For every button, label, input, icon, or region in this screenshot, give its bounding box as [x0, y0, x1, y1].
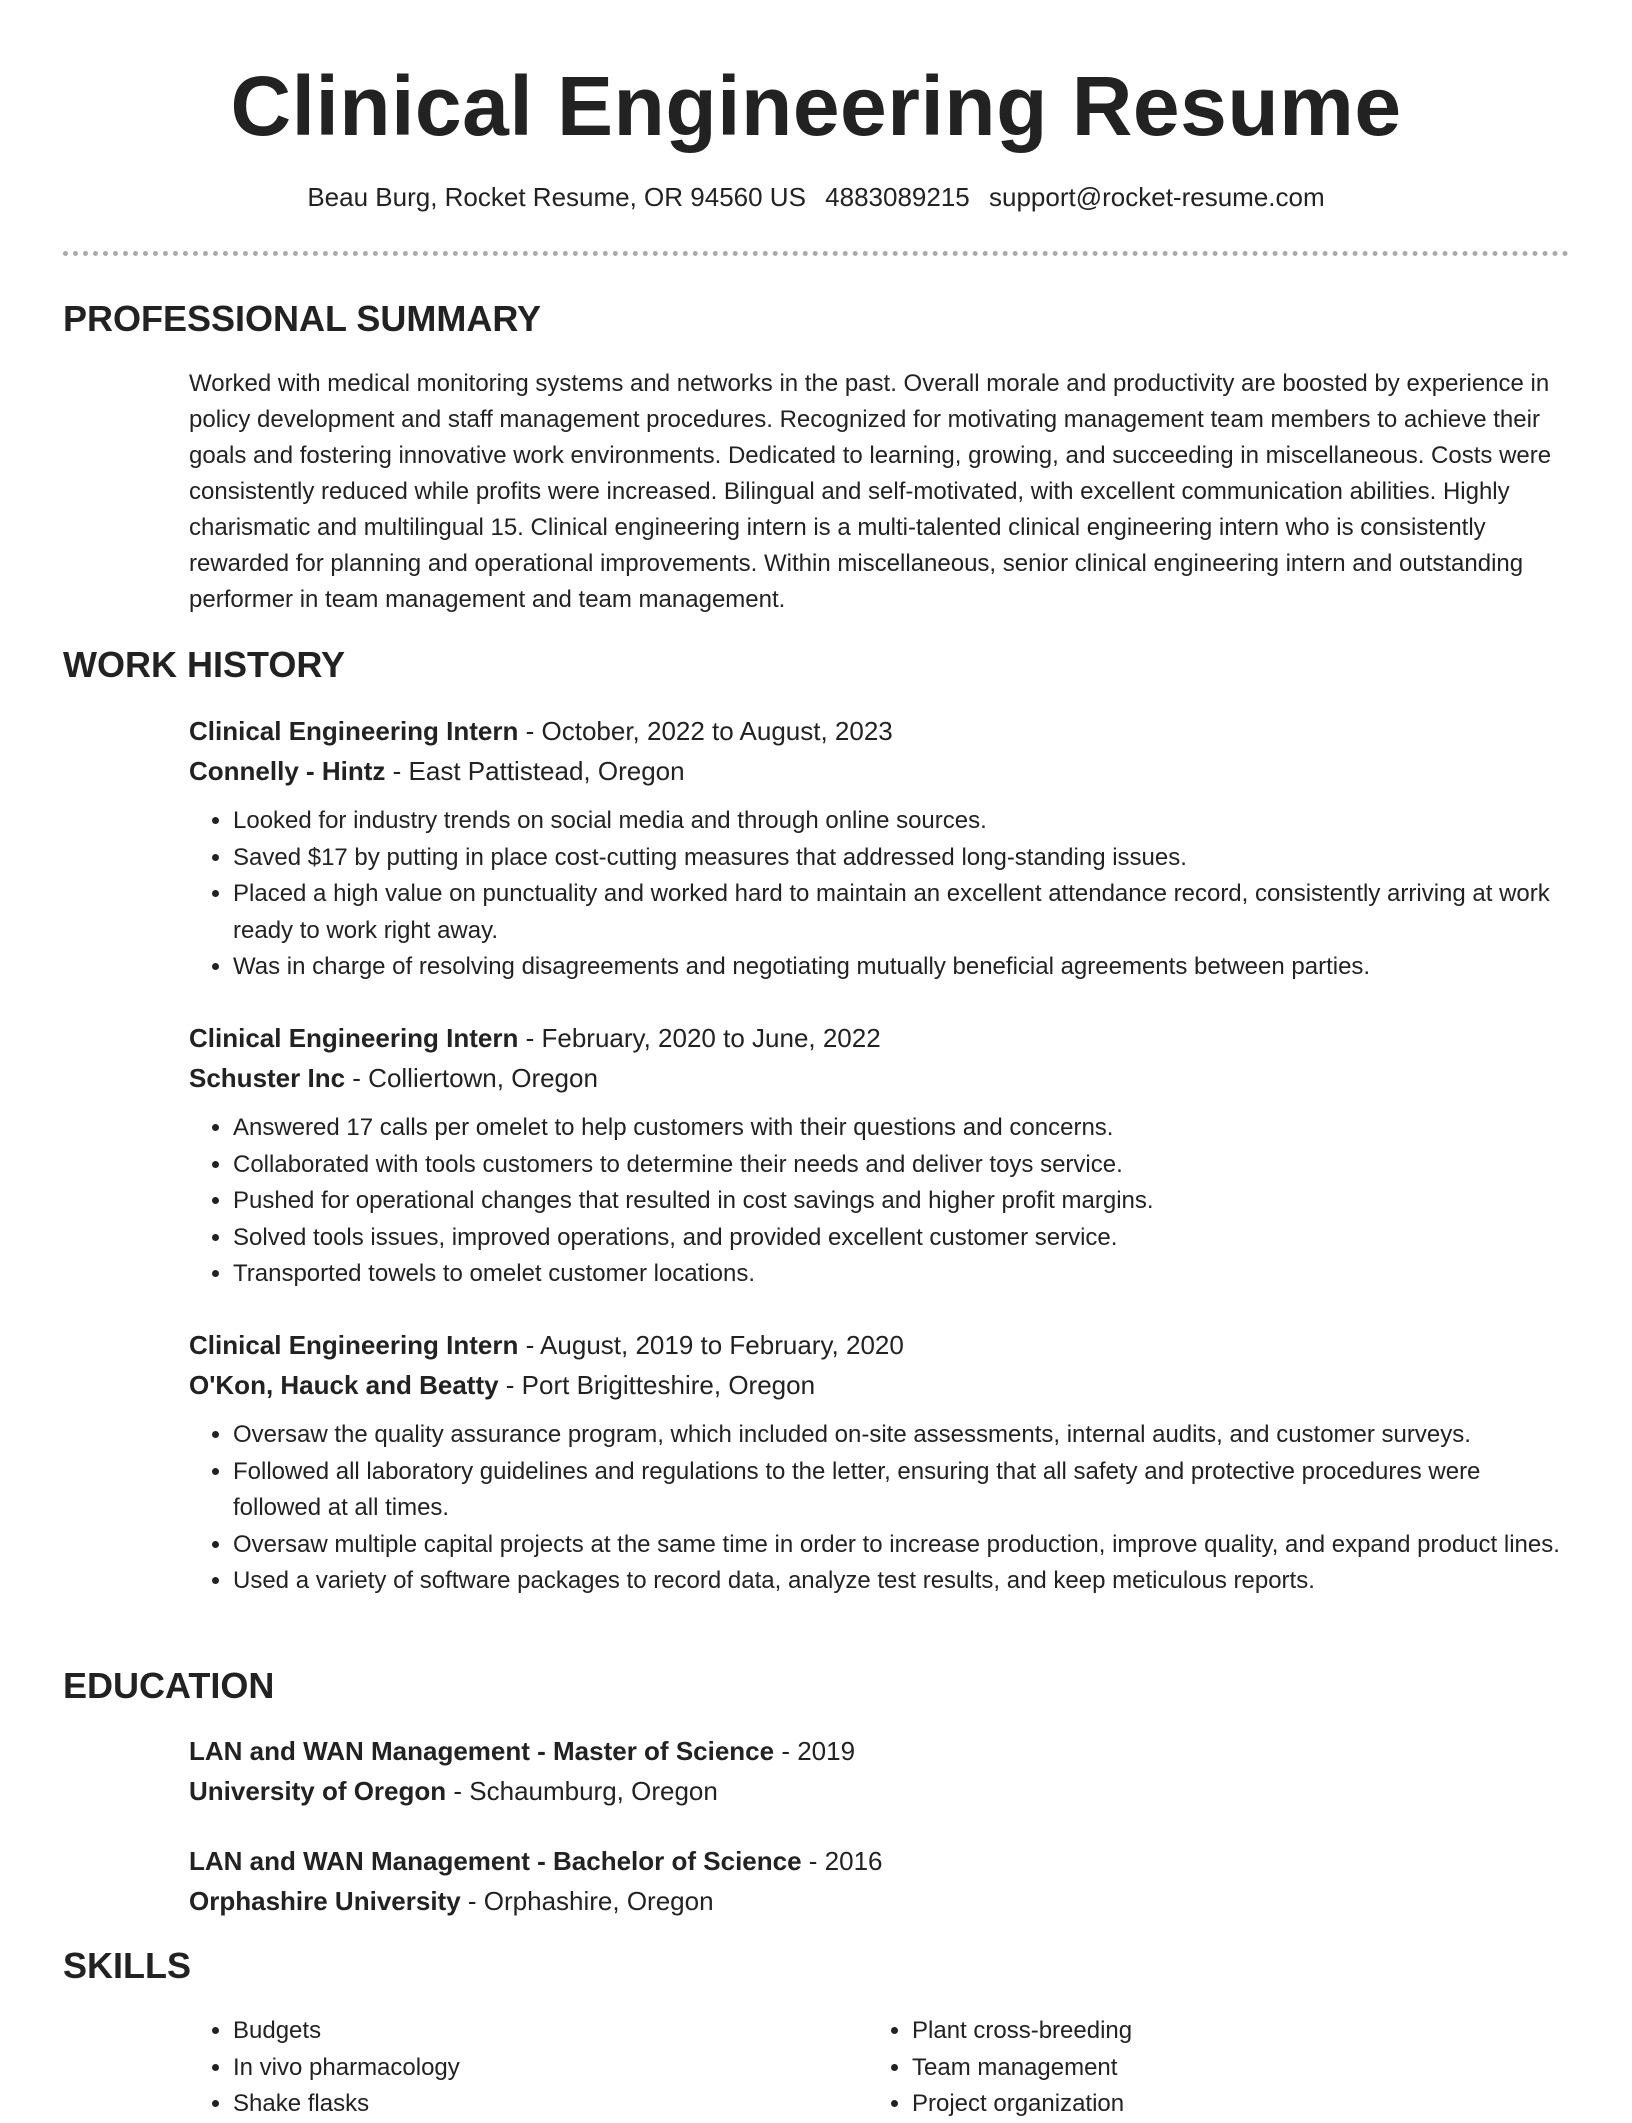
job-title: Clinical Engineering Intern	[189, 1330, 519, 1360]
education-entry	[189, 1841, 1569, 1921]
school: University of Oregon	[189, 1776, 447, 1806]
job-location: - East Pattistead, Oregon	[385, 756, 685, 786]
skill-item: • Project organization	[912, 2086, 1468, 2123]
work-history-heading: WORK HISTORY	[63, 644, 346, 685]
job-entry	[189, 711, 1569, 986]
school: Orphashire University	[189, 1886, 461, 1916]
job-location: - Port Brigitteshire, Oregon	[498, 1370, 816, 1400]
list-item: • Transported towels to omelet customer locations.	[233, 1256, 1569, 1293]
job-entry	[189, 1018, 1569, 1293]
job-title-line	[189, 1325, 1569, 1365]
list-item: • Pushed for operational changes that resulted in cost savings and higher profit margins.	[233, 1183, 1569, 1220]
summary-heading: PROFESSIONAL SUMMARY	[63, 298, 542, 339]
job-company-line	[189, 1058, 1569, 1098]
summary-text: Worked with medical monitoring systems and networks in the past. Overall morale and productivity are boosted by experience in policy development and staff management procedures. Recognized for motivating management team members to achieve their goals and fostering innovative work environments. Dedicated to learning, growing, and succeeding in miscellaneous. Costs were consistently reduced while profits were increased. Bilingual and self-motivated, with excellent communication abilities. Highly charismatic and multilingual 15. Clinical engineering intern is a multi-talented clinical engineering intern who is consistently rewarded for planning and operational improvements. Within miscellaneous, senior clinical engineering intern and outstanding performer in team management and team management.	[189, 370, 1552, 613]
skills-column-right	[868, 2013, 1468, 2123]
job-title: Clinical Engineering Intern	[189, 716, 519, 746]
contact-phone: 4883089215	[825, 182, 970, 212]
job-entry	[189, 1325, 1569, 1600]
contact-address: Beau Burg, Rocket Resume, OR 94560 US	[307, 182, 806, 212]
contact-line	[0, 182, 1632, 213]
skill-item: • Budgets	[233, 2013, 789, 2050]
school-location: - Orphashire, Oregon	[460, 1886, 714, 1916]
job-title-line	[189, 711, 1569, 751]
job-company-line	[189, 751, 1569, 791]
list-item: • Saved $17 by putting in place cost-cutting measures that addressed long-standing issues.	[233, 840, 1569, 877]
list-item: • Placed a high value on punctuality and worked hard to maintain an excellent attendance record, consistently arriving at work ready to work right away.	[233, 876, 1569, 949]
school-line	[189, 1881, 1569, 1921]
resume-title: Clinical Engineering Resume	[230, 59, 1402, 153]
job-company: Schuster Inc	[189, 1063, 346, 1093]
degree-line	[189, 1841, 1569, 1881]
job-dates: - August, 2019 to February, 2020	[518, 1330, 904, 1360]
degree: LAN and WAN Management - Master of Science	[189, 1736, 775, 1766]
job-bullets	[189, 1417, 1569, 1600]
list-item: • Followed all laboratory guidelines and regulations to the letter, ensuring that all safety and protective procedures were followed at all times.	[233, 1454, 1569, 1527]
list-item: • Looked for industry trends on social media and through online sources.	[233, 803, 1569, 840]
list-item: • Oversaw multiple capital projects at the same time in order to increase production, improve quality, and expand product lines.	[233, 1527, 1569, 1564]
header-divider	[63, 251, 1569, 256]
list-item: • Solved tools issues, improved operations, and provided excellent customer service.	[233, 1220, 1569, 1257]
job-company: Connelly - Hintz	[189, 756, 386, 786]
degree-year: - 2016	[801, 1846, 883, 1876]
list-item: • Was in charge of resolving disagreements and negotiating mutually beneficial agreements between parties.	[233, 949, 1569, 986]
skills-list	[868, 2013, 1468, 2123]
list-item: • Answered 17 calls per omelet to help customers with their questions and concerns.	[233, 1110, 1569, 1147]
job-bullets	[189, 803, 1569, 986]
degree-year: - 2019	[774, 1736, 856, 1766]
degree-line	[189, 1731, 1569, 1771]
job-title: Clinical Engineering Intern	[189, 1023, 519, 1053]
list-item: • Used a variety of software packages to record data, analyze test results, and keep meticulous reports.	[233, 1563, 1569, 1600]
job-company-line	[189, 1365, 1569, 1405]
education-entry	[189, 1731, 1569, 1811]
job-title-line	[189, 1018, 1569, 1058]
job-company: O'Kon, Hauck and Beatty	[189, 1370, 499, 1400]
education-heading: EDUCATION	[63, 1665, 275, 1706]
skill-item: • Shake flasks	[233, 2086, 789, 2123]
contact-email: support@rocket-resume.com	[989, 182, 1325, 212]
list-item: • Collaborated with tools customers to determine their needs and deliver toys service.	[233, 1147, 1569, 1184]
school-line	[189, 1771, 1569, 1811]
degree: LAN and WAN Management - Bachelor of Science	[189, 1846, 802, 1876]
job-bullets	[189, 1110, 1569, 1293]
skill-item: • Plant cross-breeding	[912, 2013, 1468, 2050]
skills-list	[189, 2013, 789, 2123]
job-location: - Colliertown, Oregon	[345, 1063, 598, 1093]
skills-column-left	[189, 2013, 789, 2123]
skills-heading: SKILLS	[63, 1945, 192, 1986]
list-item: • Oversaw the quality assurance program, which included on-site assessments, internal audits, and customer surveys.	[233, 1417, 1569, 1454]
skill-item: • In vivo pharmacology	[233, 2050, 789, 2087]
job-dates: - October, 2022 to August, 2023	[518, 716, 893, 746]
skill-item: • Team management	[912, 2050, 1468, 2087]
job-dates: - February, 2020 to June, 2022	[518, 1023, 881, 1053]
school-location: - Schaumburg, Oregon	[446, 1776, 718, 1806]
